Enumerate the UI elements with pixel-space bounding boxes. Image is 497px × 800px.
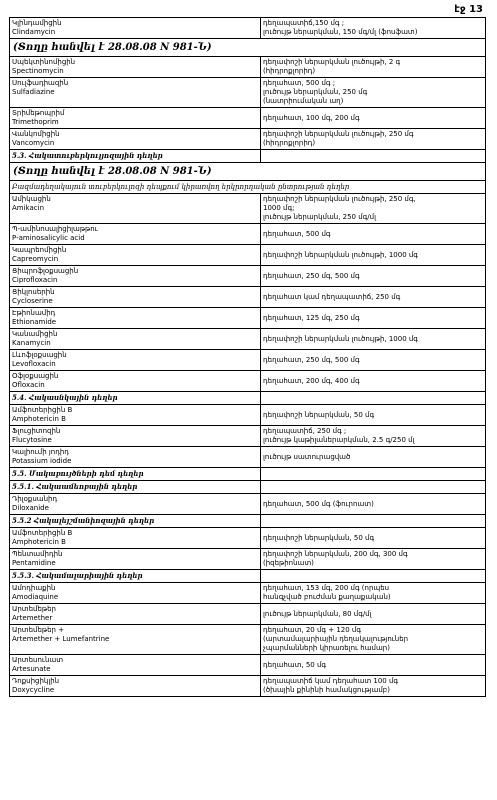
- dosage-line: լուծույթ ներարկման, 150 մգ/մլ (ֆոսֆատ): [263, 28, 418, 36]
- dosage-line: դեղահատ կամ դեղապատիճ, 250 մգ: [263, 292, 401, 301]
- drug-name-english: Ofloxacin: [12, 381, 45, 389]
- dosage-line: դեղափոշի ներարկման լուծույթի, 250 մգ: [263, 130, 414, 138]
- drug-name-cell: [10, 528, 261, 549]
- dosage-cell: [261, 625, 486, 655]
- dosage-line: (իզեթիոնատ): [263, 559, 314, 567]
- drug-row: [10, 18, 486, 39]
- drug-name-english: Ethionamide: [12, 318, 57, 326]
- drug-name-cell: [10, 676, 261, 697]
- section-title: 5.5. Մակաբույծների դեմ դեղեր: [10, 468, 261, 481]
- drug-name-cell: [10, 350, 261, 371]
- drug-name-armenian: Սպեկտինոմիցին: [12, 58, 76, 66]
- drug-name-english: Spectinomycin: [12, 67, 64, 75]
- removed-row-notice: [10, 39, 486, 57]
- drug-name-armenian: Արտեմեթեր: [12, 605, 56, 613]
- dosage-cell: [261, 350, 486, 371]
- drug-row: [10, 287, 486, 308]
- section-header-row: [10, 515, 486, 528]
- drug-name-armenian: Ամֆոտերիցին B: [12, 406, 73, 414]
- drug-name-cell: [10, 549, 261, 570]
- drug-name-cell: [10, 625, 261, 655]
- drug-name-armenian: Արտեմեթեր +: [12, 626, 65, 634]
- drug-name-armenian: Էթիոնամիդ: [12, 309, 56, 317]
- drug-name-cell: [10, 194, 261, 224]
- drug-row: [10, 266, 486, 287]
- drug-name-armenian: Կալիումի յոդիդ: [12, 448, 69, 456]
- dosage-line: (արտամալարիային դեղակալություներ: [263, 635, 409, 643]
- drug-name-english: Amphotericin B: [12, 415, 66, 423]
- dosage-line: դեղահատ, 250 մգ, 500 մգ: [263, 271, 360, 280]
- dosage-line: դեղահատ, 50 մգ: [263, 660, 327, 669]
- drug-row: [10, 129, 486, 150]
- drug-row: [10, 57, 486, 78]
- section-title: 5.3. Հակատուբերկուլյոզային դեղեր: [10, 150, 261, 163]
- drug-name-cell: [10, 129, 261, 150]
- dosage-cell: [261, 266, 486, 287]
- drug-name-cell: [10, 108, 261, 129]
- dosage-line: դեղապատիճ, 250 մգ ;: [263, 427, 347, 435]
- removed-notice-text: (Տողը հանվել է 28.08.08 N 981-Ն): [10, 163, 486, 181]
- drug-name-cell: [10, 405, 261, 426]
- drug-row: [10, 78, 486, 108]
- dosage-line: դեղափոշի ներարկման լուծույթի, 1000 մգ: [263, 334, 418, 343]
- dosage-cell: [261, 308, 486, 329]
- empty-cell: [261, 150, 486, 163]
- drug-name-english: Flucytosine: [12, 436, 52, 444]
- dosage-line: դեղափոշի ներարկման լուծույթի, 1000 մգ: [263, 250, 418, 259]
- dosage-cell: [261, 528, 486, 549]
- drug-name-cell: [10, 224, 261, 245]
- removed-notice-text: (Տողը հանվել է 28.08.08 N 981-Ն): [10, 39, 486, 57]
- drug-name-armenian: Դիլօքսանիդ: [12, 495, 58, 503]
- drug-name-english: Diloxanide: [12, 504, 49, 512]
- drug-name-english: Vancomycin: [12, 139, 55, 147]
- subgroup-note-row: [10, 181, 486, 194]
- drug-name-armenian: Օֆլօքսացին: [12, 372, 59, 380]
- drug-name-armenian: Ֆլուցիտոզին: [12, 427, 61, 435]
- drug-row: [10, 583, 486, 604]
- dosage-line: դեղափոշի ներարկման լուծույթի, 250 մգ,: [263, 195, 416, 203]
- drug-name-armenian: Վանկոմիցին: [12, 130, 60, 138]
- drug-name-armenian: Պենտամիդին: [12, 550, 63, 558]
- dosage-cell: [261, 549, 486, 570]
- drug-name-english: Pentamidine: [12, 559, 56, 567]
- drug-row: [10, 308, 486, 329]
- empty-cell: [261, 481, 486, 494]
- drug-row: [10, 426, 486, 447]
- dosage-line: դեղահատ, 20 մգ + 120 մգ: [263, 626, 361, 634]
- dosage-line: դեղափոշի ներարկման, 50 մգ: [263, 533, 375, 542]
- drug-row: [10, 494, 486, 515]
- dosage-cell: [261, 329, 486, 350]
- drug-name-english: Ciprofloxacin: [12, 276, 58, 284]
- drug-row: [10, 194, 486, 224]
- dosage-line: հանգչված բուժման քաղաքական): [263, 593, 391, 601]
- page-number: էջ 13: [454, 4, 483, 15]
- drug-name-english: Capreomycin: [12, 255, 59, 263]
- drug-name-english: Amphotericin B: [12, 538, 66, 546]
- dosage-line: դեղապատիճ կամ դեղահատ 100 մգ: [263, 677, 399, 685]
- dosage-cell: [261, 129, 486, 150]
- dosage-line: (հիդրոքլորիդ): [263, 139, 316, 147]
- dosage-cell: [261, 655, 486, 676]
- empty-cell: [261, 515, 486, 528]
- dosage-line: դեղահատ, 500 մգ (ֆուրոատ): [263, 499, 374, 508]
- drug-name-english: P-aminosalicylic acid: [12, 234, 85, 242]
- drug-name-armenian: Ցիկլոսերին: [12, 288, 55, 296]
- empty-cell: [261, 392, 486, 405]
- drug-name-cell: [10, 18, 261, 39]
- drug-name-armenian: Ամֆոտերիցին B: [12, 529, 73, 537]
- dosage-cell: [261, 583, 486, 604]
- drug-row: [10, 224, 486, 245]
- drug-name-cell: [10, 78, 261, 108]
- drug-row: [10, 329, 486, 350]
- section-title: 5.5.2 Հակալեյշմանիոզային դեղեր: [10, 515, 261, 528]
- drug-row: [10, 625, 486, 655]
- section-title: 5.4. Հակասնկային դեղեր: [10, 392, 261, 405]
- dosage-line: (հիդրոքլորիդ): [263, 67, 316, 75]
- dosage-line: դեղահատ, 153 մգ, 200 մգ (որպես: [263, 584, 390, 592]
- drug-name-english: Artemether + Lumefantrine: [12, 635, 110, 643]
- dosage-line: դեղահատ, 200 մգ, 400 մգ: [263, 376, 360, 385]
- dosage-line: դեղափոշի ներարկման, 50 մգ: [263, 410, 375, 419]
- drug-name-cell: [10, 371, 261, 392]
- dosage-line: դեղահատ, 100 մգ, 200 մգ: [263, 113, 360, 122]
- dosage-line: լուծույթ ներարկման, 80 մգ/մլ: [263, 609, 372, 618]
- drug-name-english: Clindamycin: [12, 28, 56, 36]
- drug-name-cell: [10, 57, 261, 78]
- table-body: [10, 18, 486, 697]
- drug-row: [10, 405, 486, 426]
- section-title: 5.5.1. Հակաամեոբային դեղեր: [10, 481, 261, 494]
- drug-row: [10, 604, 486, 625]
- drug-row: [10, 549, 486, 570]
- section-title: 5.5.3. Հակամալարիային դեղեր: [10, 570, 261, 583]
- dosage-cell: [261, 57, 486, 78]
- drug-name-cell: [10, 329, 261, 350]
- drug-row: [10, 447, 486, 468]
- dosage-line: դեղափոշի ներարկման, 200 մգ, 300 մգ: [263, 550, 408, 558]
- drug-row: [10, 676, 486, 697]
- dosage-cell: [261, 194, 486, 224]
- drug-name-cell: [10, 494, 261, 515]
- dosage-line: 1000 մգ;: [263, 204, 295, 212]
- drug-name-armenian: Դոքսիցիկլին: [12, 677, 60, 685]
- essential-medicines-table: [9, 17, 486, 697]
- drug-name-armenian: Կանամիցին: [12, 330, 58, 338]
- drug-name-cell: [10, 426, 261, 447]
- drug-name-armenian: Տրիմեթոպրիմ: [12, 109, 65, 117]
- drug-name-armenian: Պ-ամինոսալիցիլաթթու: [12, 225, 98, 233]
- section-header-row: [10, 150, 486, 163]
- dosage-cell: [261, 78, 486, 108]
- section-header-row: [10, 481, 486, 494]
- drug-name-english: Sulfadiazine: [12, 88, 55, 96]
- drug-row: [10, 245, 486, 266]
- section-header-row: [10, 468, 486, 481]
- dosage-line: (ծխային քինինի համակցությամբ): [263, 686, 390, 694]
- dosage-cell: [261, 447, 486, 468]
- dosage-cell: [261, 108, 486, 129]
- drug-name-armenian: Ամիկացին: [12, 195, 51, 203]
- subgroup-note-text: Բազմադեղակայուն տուբերկուլոզի դեպքում կիրառվող երկրորդական ընտրության դեղեր: [10, 181, 486, 194]
- dosage-line: դեղահատ, 500 մգ ;: [263, 79, 336, 87]
- dosage-line: դեղապատիճ,150 մգ ;: [263, 19, 345, 27]
- drug-name-cell: [10, 308, 261, 329]
- drug-name-armenian: Լևոֆլօքսացին: [12, 351, 67, 359]
- dosage-line: (նատրիումական աղ): [263, 97, 344, 105]
- drug-name-armenian: Արտեսունատ: [12, 656, 64, 664]
- drug-name-cell: [10, 447, 261, 468]
- dosage-cell: [261, 426, 486, 447]
- drug-name-cell: [10, 266, 261, 287]
- drug-name-english: Artesunate: [12, 665, 51, 673]
- drug-name-english: Artemether: [12, 614, 53, 622]
- dosage-cell: [261, 405, 486, 426]
- drug-name-english: Amodiaquine: [12, 593, 59, 601]
- dosage-line: լուծույթ սատուրացված: [263, 452, 351, 461]
- drug-name-armenian: Ամոդիաքին: [12, 584, 56, 592]
- drug-name-cell: [10, 583, 261, 604]
- dosage-line: լուծույթ ներարկման, 250 մգ/մլ: [263, 213, 376, 221]
- drug-name-armenian: Ցիպրոֆլօքսացին: [12, 267, 79, 275]
- dosage-line: դեղահատ, 125 մգ, 250 մգ: [263, 313, 360, 322]
- dosage-line: լուծույթ ներարկման, 250 մգ: [263, 88, 368, 96]
- drug-name-cell: [10, 287, 261, 308]
- dosage-cell: [261, 245, 486, 266]
- section-header-row: [10, 392, 486, 405]
- dosage-line: դեղահատ, 500 մգ: [263, 229, 331, 238]
- drug-row: [10, 350, 486, 371]
- removed-row-notice: [10, 163, 486, 181]
- dosage-cell: [261, 676, 486, 697]
- drug-name-armenian: Կապրեոմիցին: [12, 246, 67, 254]
- drug-name-cell: [10, 604, 261, 625]
- drug-name-cell: [10, 655, 261, 676]
- drug-name-cell: [10, 245, 261, 266]
- drug-name-english: Potassium iodide: [12, 457, 72, 465]
- dosage-cell: [261, 494, 486, 515]
- dosage-cell: [261, 224, 486, 245]
- drug-row: [10, 655, 486, 676]
- drug-row: [10, 528, 486, 549]
- dosage-cell: [261, 287, 486, 308]
- section-header-row: [10, 570, 486, 583]
- empty-cell: [261, 468, 486, 481]
- dosage-line: լուծույթ կաթիլաներարկման, 2.5 գ/250 մլ: [263, 436, 415, 444]
- dosage-line: չպարմանների կիրառելու համար): [263, 644, 390, 652]
- dosage-line: դեղահատ, 250 մգ, 500 մգ: [263, 355, 360, 364]
- dosage-line: դեղափոշի ներարկման լուծույթի, 2 գ: [263, 58, 401, 66]
- drug-name-english: Doxycycline: [12, 686, 55, 694]
- dosage-cell: [261, 18, 486, 39]
- empty-cell: [261, 570, 486, 583]
- drug-name-armenian: Սուլֆադիազին: [12, 79, 69, 87]
- drug-name-armenian: Կլինդամիցին: [12, 19, 62, 27]
- dosage-cell: [261, 604, 486, 625]
- drug-name-english: Levofloxacin: [12, 360, 56, 368]
- drug-name-english: Amikacin: [12, 204, 45, 212]
- drug-name-english: Kanamycin: [12, 339, 51, 347]
- dosage-cell: [261, 371, 486, 392]
- drug-name-english: Trimethoprim: [12, 118, 59, 126]
- drug-row: [10, 371, 486, 392]
- drug-name-english: Cycloserine: [12, 297, 53, 305]
- drug-row: [10, 108, 486, 129]
